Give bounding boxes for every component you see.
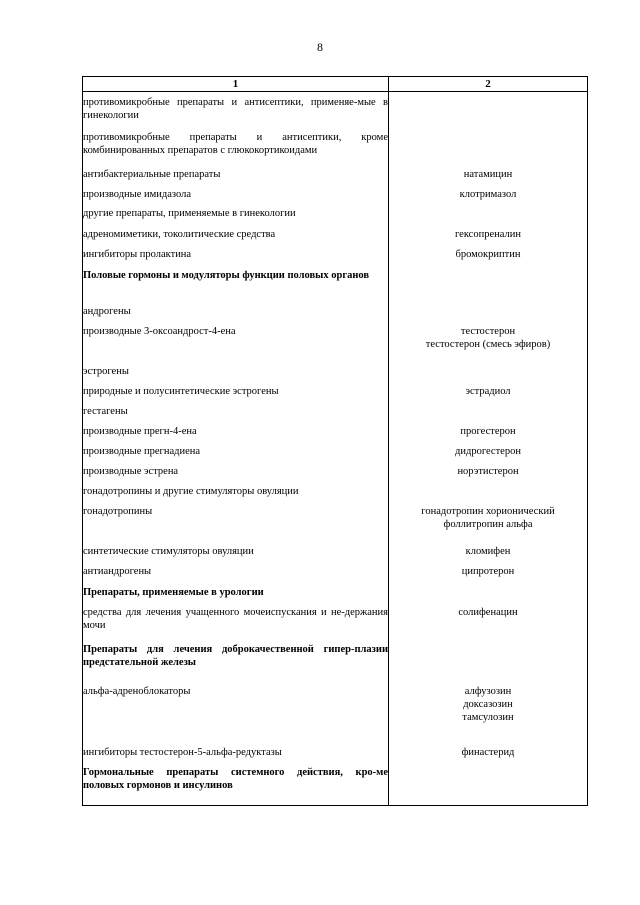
drug-cell [389, 401, 588, 421]
drug-cell [389, 244, 588, 265]
table-row [83, 441, 588, 461]
category-cell: производные имидазола [83, 184, 389, 204]
drug-cell [389, 164, 588, 184]
table-row [83, 421, 588, 441]
drug-cell [389, 127, 588, 164]
section-heading: Гормональные препараты системного действия, кро-ме половых гормонов и инсулинов [83, 762, 389, 806]
category-cell: другие препараты, применяемые в гинекологии [83, 204, 389, 224]
category-cell: антиандрогены [83, 561, 389, 582]
table-row [83, 602, 588, 639]
drug-name: финастерид [461, 746, 515, 758]
drug-name: тамсулозин [462, 711, 514, 723]
drug-cell [389, 321, 588, 361]
table-row [83, 742, 588, 762]
category-cell: гестагены [83, 401, 389, 421]
section-heading: Препараты для лечения доброкачественной гипер-плазии предстательной железы [83, 639, 389, 681]
drug-name: бромокриптин [455, 248, 521, 260]
drug-name: кломифен [465, 545, 511, 557]
drug-name: тестостерон [460, 325, 516, 337]
drug-name: гексопреналин [455, 228, 521, 240]
table-row [83, 639, 588, 681]
category-cell: адреномиметики, токолитические средства [83, 224, 389, 244]
category-cell: синтетические стимуляторы овуляции [83, 541, 389, 561]
drug-cell [389, 561, 588, 582]
drug-name: солифенацин [458, 606, 518, 618]
category-cell: гонадотропины [83, 501, 389, 541]
category-cell: противомикробные препараты и антисептики, кроме комбинированных препаратов с глюкокортикоидами [83, 127, 389, 164]
table-body [83, 92, 588, 806]
table-row [83, 164, 588, 184]
category-cell: производные эстрена [83, 461, 389, 481]
table-row [83, 681, 588, 742]
drug-cell [389, 742, 588, 762]
drug-cell [389, 501, 588, 541]
table-row [83, 184, 588, 204]
category-cell: альфа-адреноблокаторы [83, 681, 389, 742]
drug-cell [389, 602, 588, 639]
table-row [83, 127, 588, 164]
table-row [83, 501, 588, 541]
category-cell: природные и полусинтетические эстрогены [83, 381, 389, 401]
column-header-2: 2 [389, 77, 588, 92]
category-cell: производные прегнадиена [83, 441, 389, 461]
drug-name: тестостерон (смесь эфиров) [425, 338, 551, 350]
table-row [83, 301, 588, 321]
drug-cell [389, 381, 588, 401]
section-heading: Препараты, применяемые в урологии [83, 582, 389, 602]
table-row [83, 265, 588, 301]
drug-cell [389, 204, 588, 224]
table-row [83, 224, 588, 244]
category-cell: противомикробные препараты и антисептики, применяе-мые в гинекологии [83, 92, 389, 127]
drug-cell [389, 265, 588, 301]
page-number: 8 [317, 40, 323, 54]
drug-cell [389, 224, 588, 244]
drug-name: клотримазол [459, 188, 517, 200]
drug-cell [389, 681, 588, 742]
drug-cell [389, 541, 588, 561]
table-row [83, 461, 588, 481]
drug-name: натамицин [463, 168, 513, 180]
drug-cell [389, 461, 588, 481]
table-row [83, 204, 588, 224]
table-header-row [83, 77, 588, 92]
drug-name: прогестерон [460, 425, 516, 437]
drug-cell [389, 762, 588, 806]
table-row [83, 481, 588, 501]
category-cell: антибактериальные препараты [83, 164, 389, 184]
table-row [83, 361, 588, 381]
table-row [83, 561, 588, 582]
drug-cell [389, 361, 588, 381]
category-cell: производные прегн-4-ена [83, 421, 389, 441]
category-cell: гонадотропины и другие стимуляторы овуляции [83, 481, 389, 501]
drug-cell [389, 301, 588, 321]
drug-name: алфузозин [464, 685, 512, 697]
drug-cell [389, 184, 588, 204]
drug-name: доксазозин [463, 698, 513, 710]
table-row [83, 762, 588, 806]
drug-name: дидрогестерон [455, 445, 521, 457]
drug-table [82, 76, 588, 806]
table-row [83, 321, 588, 361]
table-row [83, 401, 588, 421]
drug-name: эстрадиол [465, 385, 511, 397]
drug-cell [389, 92, 588, 127]
drug-name: ципротерон [461, 565, 515, 577]
category-cell: андрогены [83, 301, 389, 321]
table-row [83, 582, 588, 602]
category-cell: производные 3-оксоандрост-4-ена [83, 321, 389, 361]
category-cell: средства для лечения учащенного мочеиспускания и не-держания мочи [83, 602, 389, 639]
table-row [83, 381, 588, 401]
category-cell: ингибиторы пролактина [83, 244, 389, 265]
table-row [83, 244, 588, 265]
category-cell: ингибиторы тестостерон-5-альфа-редуктазы [83, 742, 389, 762]
drug-cell [389, 639, 588, 681]
section-heading: Половые гормоны и модуляторы функции половых органов [83, 265, 389, 301]
table-row [83, 541, 588, 561]
drug-cell [389, 441, 588, 461]
drug-name: фоллитропин альфа [443, 518, 533, 530]
column-header-1: 1 [83, 77, 389, 92]
drug-cell [389, 421, 588, 441]
category-cell: эстрогены [83, 361, 389, 381]
drug-name: гонадотропин хорионический [421, 505, 555, 517]
table-row [83, 92, 588, 127]
drug-name: норэтистерон [457, 465, 519, 477]
drug-cell [389, 481, 588, 501]
drug-cell [389, 582, 588, 602]
